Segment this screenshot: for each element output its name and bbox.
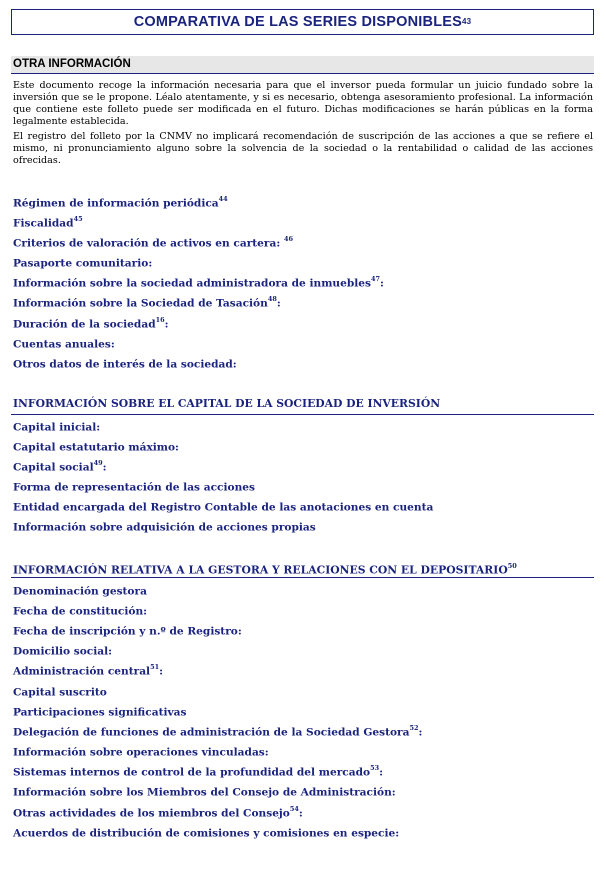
item-acuerdos-distribucion: Acuerdos de distribución de comisiones y comisiones en especie: (13, 827, 400, 840)
item-fecha-inscripcion: Fecha de inscripción y n.º de Registro: (13, 625, 242, 638)
item-capital-estatutario: Capital estatutario máximo: (13, 441, 179, 454)
item-denominacion-gestora: Denominación gestora (13, 585, 147, 598)
item-pasaporte: Pasaporte comunitario: (13, 257, 153, 270)
item-adquisicion-acciones: Información sobre adquisición de acciones propias (13, 521, 316, 534)
page-title-text: COMPARATIVA DE LAS SERIES DISPONIBLES (133, 14, 462, 30)
item-cuentas-anuales: Cuentas anuales: (13, 338, 115, 351)
intro-paragraph-2: El registro del folleto por la CNMV no implicará recomendación de suscripción de las acciones a que se refiere el mismo, ni pronunciamiento alguno sobre la solvencia de la sociedad o la rentabilidad o calidad de las acciones ofrecidas. (13, 131, 593, 166)
item-otras-actividades: Otras actividades de los miembros del Consejo$^{54}$: (13, 805, 303, 820)
section-heading-gestora: INFORMACIÓN RELATIVA A LA GESTORA Y RELACIONES CON EL DEPOSITARIO$^{50}$ (11, 560, 594, 578)
item-capital-suscrito: Capital suscrito (13, 686, 107, 699)
section-heading-otra-informacion: OTRA INFORMACIÓN (11, 56, 594, 74)
item-sociedad-tasacion: Información sobre la Sociedad de Tasación$^{48}$: (13, 295, 281, 310)
intro-paragraph-1: Este documento recoge la información necesaria para que el inversor pueda formular un juicio fundado sobre la inversión que se le propone. Léalo atentamente, y si es necesario, obtenga asesoramiento profesional. La información que contiene este folleto puede ser modificada en el futuro. Dichas modificaciones se harán públicas en la forma legalmente establecida. (13, 80, 593, 127)
item-fecha-constitucion: Fecha de constitución: (13, 605, 148, 618)
page-title (11, 9, 594, 35)
item-duracion-sociedad: Duración de la sociedad$^{16}$: (13, 316, 169, 331)
item-criterios-valoracion: Criterios de valoración de activos en cartera: $^{46}$ (13, 235, 294, 250)
item-forma-representacion: Forma de representación de las acciones (13, 481, 255, 494)
item-sociedad-administradora: Información sobre la sociedad administradora de inmuebles$^{47}$: (13, 275, 384, 290)
section-heading-capital: INFORMACIÓN SOBRE EL CAPITAL DE LA SOCIEDAD DE INVERSIÓN (11, 397, 594, 415)
item-fiscalidad: Fiscalidad$^{45}$ (13, 215, 83, 230)
item-domicilio-social: Domicilio social: (13, 645, 113, 658)
item-delegacion-funciones: Delegación de funciones de administración de la Sociedad Gestora$^{52}$: (13, 724, 423, 739)
page-title-footnote: 43 (462, 16, 472, 26)
item-sistemas-control: Sistemas internos de control de la profundidad del mercado$^{53}$: (13, 764, 384, 779)
item-capital-social: Capital social$^{49}$: (13, 459, 107, 474)
item-miembros-consejo: Información sobre los Miembros del Consejo de Administración: (13, 786, 396, 799)
item-entidad-registro: Entidad encargada del Registro Contable de las anotaciones en cuenta (13, 501, 434, 514)
item-administracion-central: Administración central$^{51}$: (13, 663, 164, 678)
item-capital-inicial: Capital inicial: (13, 421, 101, 434)
item-operaciones-vinculadas: Información sobre operaciones vinculadas: (13, 746, 269, 759)
item-regimen-informacion: Régimen de información periódica$^{44}$ (13, 195, 228, 210)
item-participaciones: Participaciones significativas (13, 706, 187, 719)
item-otros-datos: Otros datos de interés de la sociedad: (13, 358, 237, 371)
